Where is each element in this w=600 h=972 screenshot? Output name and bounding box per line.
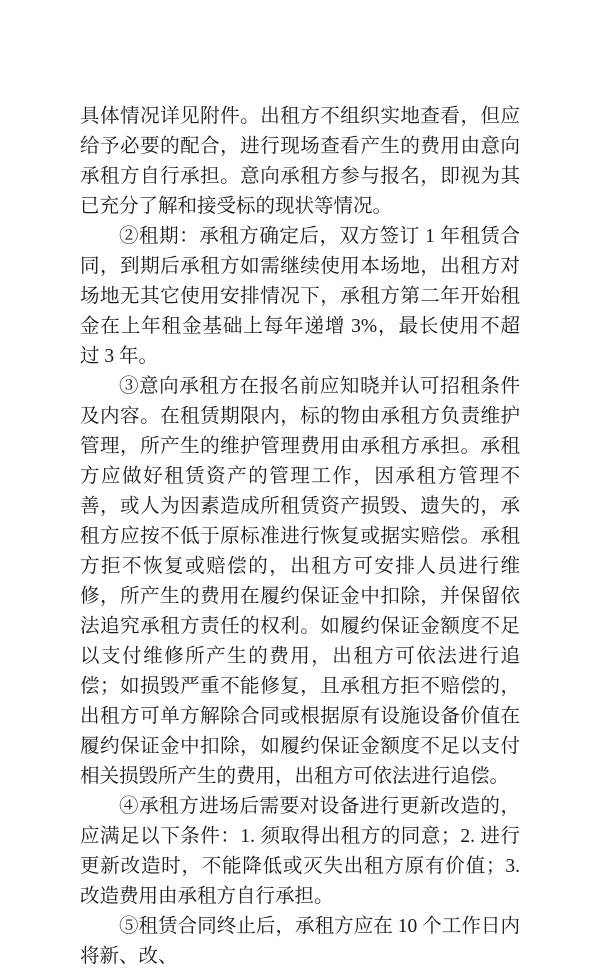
paragraph-clause-3-maintenance-liability: ③意向承租方在报名前应知晓并认可招租条件及内容。在租赁期限内，标的物由承租方负责维护管理，所产生的维护管理费用由承租方承担。承租方应做好租赁资产的管理工作，因承租方管理不善，或人为因素造成所租赁资产损毁、遗失的，承租方应按不低于原标准进行恢复或据实赔偿。承租方拒不恢复或赔偿的，出租方可安排人员进行维修，所产生的费用在履约保证金中扣除，并保留依法追究承租方责任的权利。如履约保证金额度不足以支付维修所产生的费用，出租方可依法进行追偿；如损毁严重不能修复，且承租方拒不赔偿的，出租方可单方解除合同或根据原有设施设备价值在履约保证金中扣除，如履约保证金额度不足以支付相关损毁所产生的费用，出租方可依法进行追偿。 xyxy=(80,376,520,787)
paragraph-continuation: 具体情况详见附件。出租方不组织实地查看，但应给予必要的配合，进行现场查看产生的费用由意向承租方自行承担。意向承租方参与报名，即视为其已充分了解和接受标的现状等情况。 xyxy=(80,106,520,217)
paragraph-clause-5-contract-termination: ⑤租赁合同终止后，承租方应在 10 个工作日内将新、改、 xyxy=(80,916,520,967)
document-body xyxy=(80,102,520,972)
paragraph-clause-4-renovation-conditions: ④承租方进场后需要对设备进行更新改造的，应满足以下条件：1. 须取得出租方的同意；2. 进行更新改造时，不能降低或灭失出租方原有价值；3. 改造费用由承租方自行承担。 xyxy=(80,796,520,907)
paragraph-clause-2-lease-term: ②租期：承租方确定后，双方签订 1 年租赁合同，到期后承租方如需继续使用本场地，出租方对场地无其它使用安排情况下，承租方第二年开始租金在上年租金基础上每年递增 3%，最长使用不超过 3 年。 xyxy=(80,226,520,367)
